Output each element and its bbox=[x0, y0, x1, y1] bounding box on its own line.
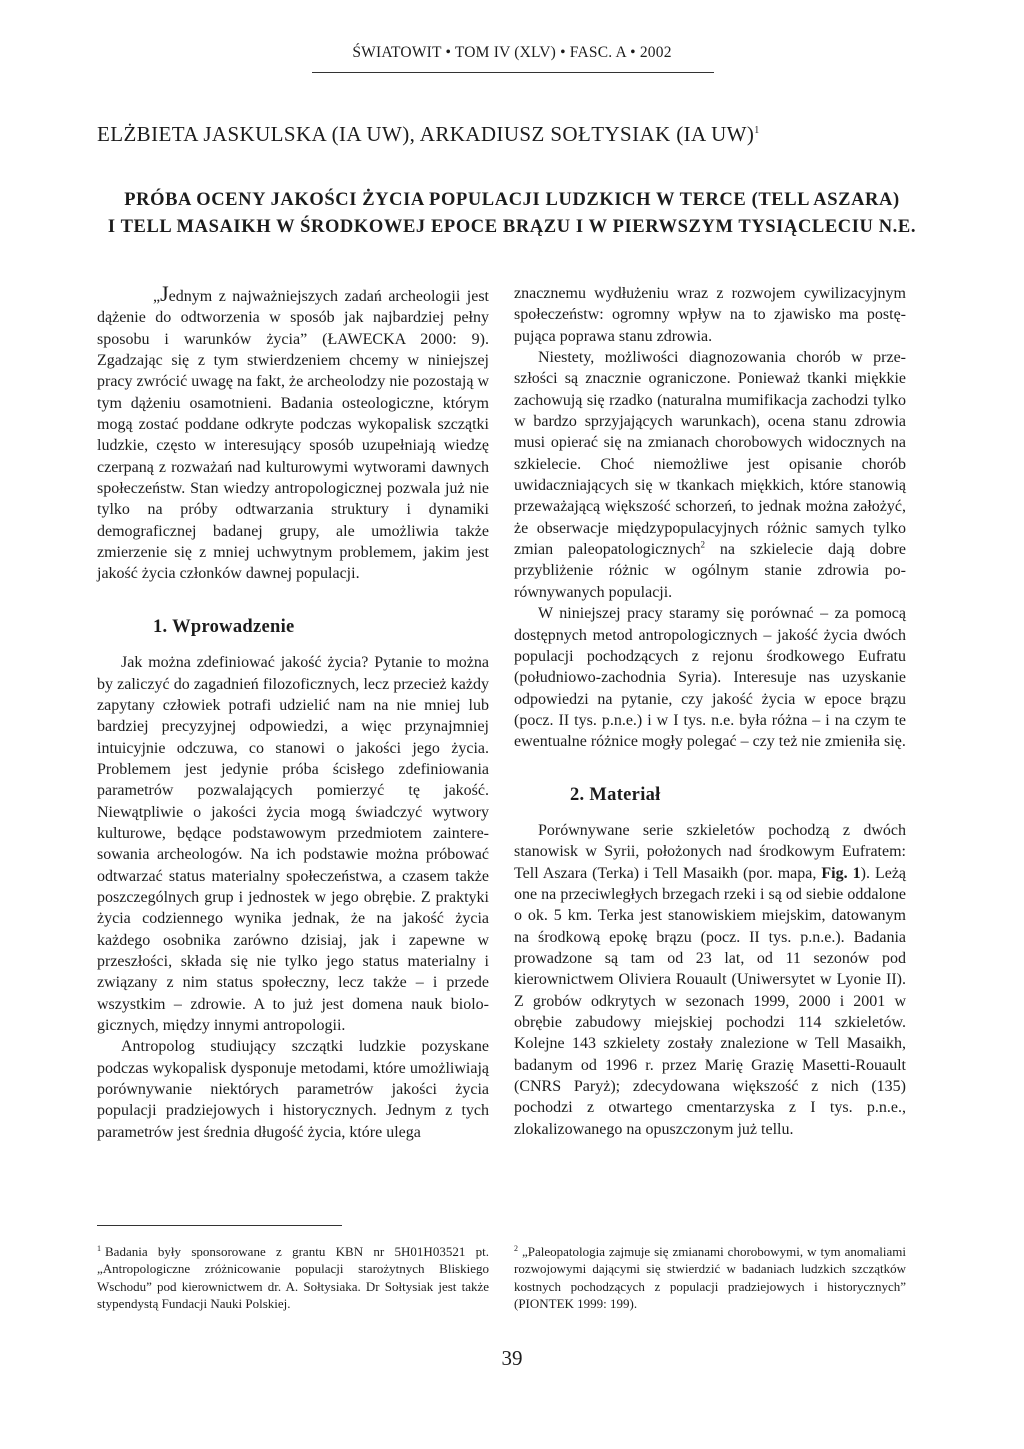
diagnosis-paragraph bbox=[514, 347, 906, 603]
header-rule bbox=[312, 72, 714, 73]
footnote-1 bbox=[97, 1243, 489, 1313]
figure-reference: Fig. 1 bbox=[821, 864, 861, 882]
footnote-2-label: 2 bbox=[514, 1243, 518, 1253]
footnote-1-text: Badania były sponsorowane z grantu KBN nr 5H01H03521 pt. „Antropologiczne zróżnicowanie populacji starożytnych Bliskiego Wschodu” pod kierownictwem dr. A. Sołtysiaka. Dr Sołtysiak jest także stypendystą Fundacji Nauki Polskiej. bbox=[97, 1244, 489, 1312]
epigraph-initial: J bbox=[160, 281, 169, 306]
epigraph-open-quote: „ bbox=[153, 288, 161, 305]
section-heading-introduction: 1. Wprowadzenie bbox=[153, 616, 295, 637]
footnote-2-mark: 2 bbox=[700, 539, 705, 550]
running-head: ŚWIATOWIT • TOM IV (XLV) • FASC. A • 2002 bbox=[352, 44, 672, 61]
authors-footnote-mark: 1 bbox=[754, 125, 760, 136]
title-line-1: PRÓBA OCENY JAKOŚCI ŻYCIA POPULACJI LUDZKICH W TERCE (TELL ASZARA) bbox=[124, 190, 900, 210]
authors-text: ELŻBIETA JASKULSKA (IA UW), ARKADIUSZ SOŁTYSIAK (IA UW) bbox=[97, 122, 755, 146]
page-number: 39 bbox=[501, 1346, 523, 1370]
material-text-before: Porównywane serie szkieletów pochodzą z dwóch stanowisk w Syrii, położonych nad środkowym Eufratem: Tell Aszara (Terka) i Tell Masaikh (por. mapa, bbox=[514, 821, 906, 882]
continued-paragraph: znacznemu wydłużeniu wraz z rozwojem cywilizacyjnym społeczeństw: ogromny wpływ na to zjawisko ma postępująca poprawa stanu zdrowia. bbox=[514, 285, 906, 345]
material-text-after: ). Leżą one na przeciwległych brzegach rzeki i są od siebie oddalone o ok. 5 km. Terka jest stanowiskiem miejskim, datowanym na środkową epokę brązu (pocz. II tys. p.n.e.). Badania prowadzone są tam od 23 lat, od 11 sezonów pod kierownictwem Oliviera Rouault (Uniwersytet w Lyonie II). Z grobów odkrytych w sezonach 1999, 2000 i 2001 w obrębie zabudowy miejskiej pochodzi 114 szkieletów. Kolejne 143 szkielety zostały znalezione w Tell Masaikh, badanym od 1996 r. przez Marię Grazię Masetti-Rouault (CNRS Paryż); zdecydowana większość z nich (135) pochodzi z otwartego cmentarzyska z I tys. p.n.e., zlokalizowanego na opuszczonym już tellu. bbox=[514, 864, 907, 1138]
introduction-paragraph-1: Jak można zdefiniować jakość życia? Pytanie to można by zaliczyć do zagadnień filozoficznych, lecz przecież każdy zapytany człowiek potrafi udzielić nam na nie mniej lub bardziej precyzyjnej odpowiedzi, a więc przynajmniej intuicyjnie odczuwa, co stanowi o jakości jego życia. Problemem jest jedynie próba ścisłego zdefiniowania parametrów pozwalających pomierzyć tę jakość. Niewątpliwie o jakości życia mogą świadczyć wytwory kulturowe, będące podstawowym przedmiotem zainteresowania archeologów. Na ich podstawie można próbować odtwarzać status materialny społeczeństwa, a czasem także poszczególnych grup i jednostek w jego obrębie. Z praktyki życia codziennego wynika jednak, że na jakość życia każdego osobnika zarówno dzisiaj, jak i zapewne w przeszłości, składa się nie tylko jego status materialny i związany z nim status społeczny, lecz także – i przede wszystkim – zdrowie. A to już jest domena nauk biologicznych, między innymi antropologii. bbox=[97, 654, 489, 1034]
footnote-2-text: „Paleopatologia zajmuje się zmianami chorobowymi, w tym anomaliami rozwojowymi dającymi się stwierdzić w badaniach ludzkich szczątków kostnych pochodzących z populacji pradziejowych i historycznych” (PIONTEK 1999: 199). bbox=[514, 1244, 906, 1312]
left-column bbox=[97, 283, 489, 1143]
introduction-paragraph-2: Antropolog studiujący szczątki ludzkie pozyskane podczas wykopalisk dysponuje metodami, które umożliwiają porównywanie niektórych parametrów jakości życia populacji pradziejowych i historycznych. Jednym z tych parametrów jest średnia długość życia, które ulega bbox=[97, 1038, 489, 1141]
paper-title bbox=[97, 187, 927, 241]
footnote-2 bbox=[514, 1243, 906, 1313]
footnote-1-mark: 1 bbox=[97, 1243, 101, 1253]
epigraph-text: ednym z najważniejszych zadań archeologii jest dążenie do odtworzenia w sposób jak najbardziej pełny sposobu i warunków życia” (ŁAWECKA 2000: 9). Zgadzając się z tym stwierdzeniem chcemy w niniejszej pracy zwrócić uwagę na fakt, że archeolodzy nie pozostają w tym dążeniu osamotnieni. Badania osteologiczne, którym mogą zostać poddane odkryte podczas wykopalisk szczątki ludzkie, często w interesujący sposób uzupełniają wiedzę czerpaną z rozważań nad kulturowymi wytworami dawnych społeczeństw. Stan wiedzy antropologicznej pozwala już nie tylko na próby odtwarzania struktury i dynamiki demograficznej badanej grupy, ale umożliwia także zmierzenie się z mniej uchwytnym problemem, jakim jest jakość życia członków dawnej populacji. bbox=[97, 288, 489, 583]
footnote-rule bbox=[97, 1225, 342, 1226]
section-heading-material: 2. Materiał bbox=[570, 784, 661, 805]
title-line-2: I TELL MASAIKH W ŚRODKOWEJ EPOCE BRĄZU I W PIERWSZYM TYSIĄCLECIU N.E. bbox=[107, 217, 917, 237]
material-paragraph bbox=[514, 820, 906, 1140]
aim-paragraph: W niniejszej pracy staramy się porównać – za pomocą dostępnych metod antropologicznych – jakość życia dwóch populacji pochodzących z rejonu środkowego Eufratu (południowo-zachodnia Syria). Interesuje nas uzyskanie odpowiedzi na pytanie, czy jakość życia w epoce brązu (pocz. II tys. p.n.e.) i w I tys. n.e. była różna – i na czym te ewentualne różnice mogły polegać – czy też nie zmieniła się. bbox=[514, 605, 906, 751]
diagnosis-text-after: na szkielecie dają dobre przybliżenie różnic w ogólnym stanie zdrowia porównywanych populacji. bbox=[514, 541, 906, 601]
diagnosis-text-before: Niestety, możliwości diagnozowania chorób w przeszłości są znacznie ograniczone. Ponieważ tkanki miękkie zachowują się rzadko (naturalna mumifikacja zachodzi tylko w bardzo sprzyjających warunkach), ocena stanu zdrowia musi opierać się na zmianach chorobowych widocznych na szkielecie. Choć niemożliwe jest opisanie chorób uwidaczniających się w tkankach miękkich, które stanowią przeważającą większość schorzeń, to jednak można założyć, że obserwacje międzypopulacyjnych różnic samych tylko zmian paleopatologicznych bbox=[514, 349, 906, 559]
right-column bbox=[514, 283, 906, 1140]
authors-line bbox=[97, 122, 760, 147]
epigraph-paragraph bbox=[97, 283, 489, 585]
